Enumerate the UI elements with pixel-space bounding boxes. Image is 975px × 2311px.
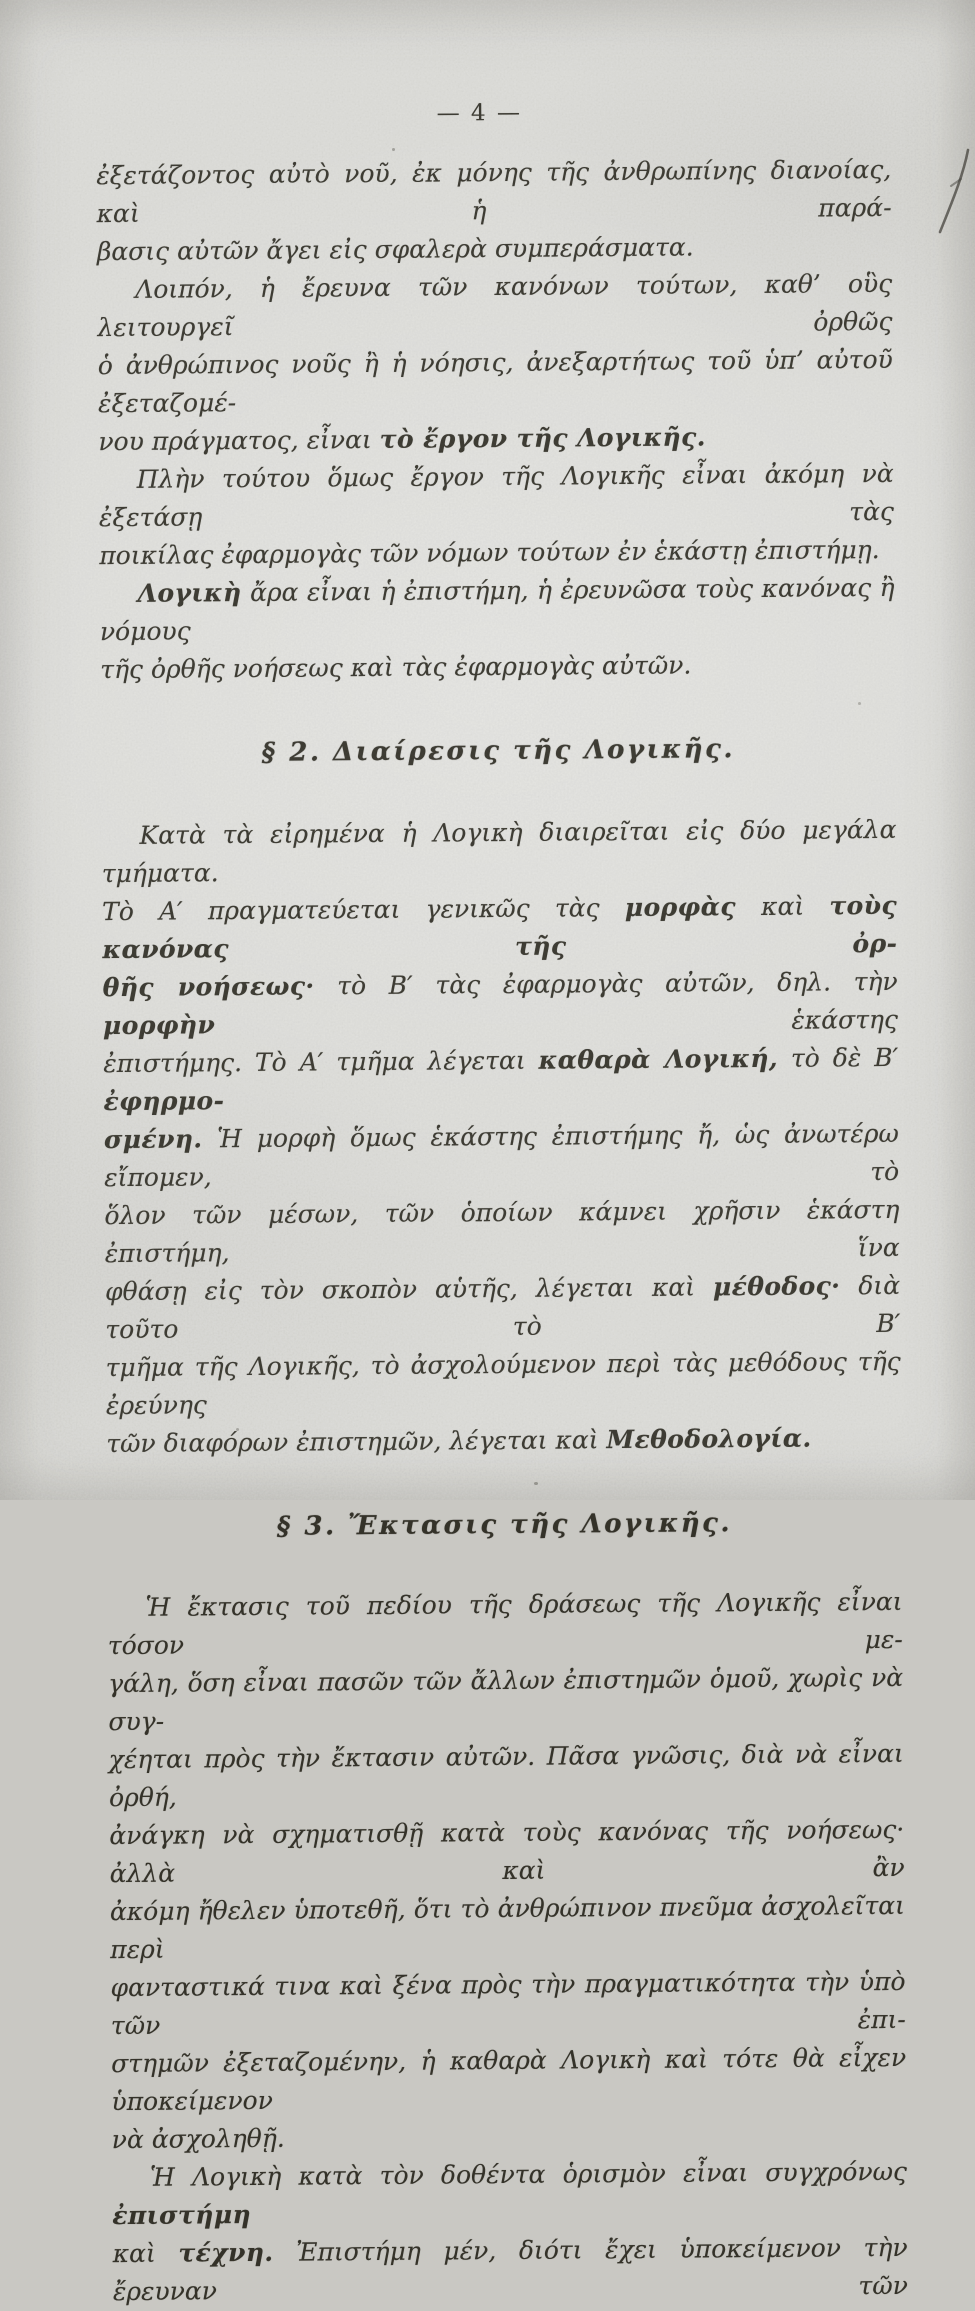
body-text: φθάσῃ εἰς τὸν σκοπὸν αὑτῆς, λέγεται καὶ bbox=[104, 1272, 714, 1307]
body-text: Πλὴν τούτου ὅμως ἔργον τῆς Λογικῆς εἶναι ἀκόμη νὰ ἐξετάσῃ τὰς bbox=[98, 458, 895, 533]
body-text: ἀνάγκη νὰ σχηματισθῇ κατὰ τοὺς κανόνας τῆς νοήσεως· ἀλλὰ καὶ ἂν bbox=[109, 1814, 905, 1889]
body-text: στημῶν ἐξεταζομένην, ἡ καθαρὰ Λογικὴ καὶ τότε θὰ εἶχεν ὑποκείμενον bbox=[111, 2042, 907, 2117]
paragraph bbox=[112, 2153, 908, 2311]
body-text: Ἡ Λογικὴ κατὰ τὸν δοθέντα ὁρισμὸν εἶναι συγχρόνως bbox=[149, 2156, 908, 2192]
ink-speck bbox=[534, 1482, 538, 1485]
body-text: καὶ bbox=[112, 2238, 179, 2269]
paragraph bbox=[99, 569, 895, 689]
emphasis-text: σμένη. bbox=[103, 1124, 203, 1155]
text-line bbox=[97, 265, 893, 347]
body-text: χέηται πρὸς τὴν ἔκτασιν αὐτῶν. Πᾶσα γνῶσις, διὰ νὰ εἶναι ὀρθή, bbox=[108, 1738, 904, 1813]
text-line bbox=[112, 2153, 908, 2235]
text-line bbox=[108, 1659, 904, 1741]
text-line bbox=[103, 1039, 899, 1121]
text-line bbox=[112, 2229, 908, 2311]
body-text: τῶν διαφόρων ἐπιστημῶν, λέγεται καὶ bbox=[106, 1425, 607, 1459]
body-text: Τὸ Α′ πραγματεύεται γενικῶς τὰς bbox=[101, 893, 625, 927]
text-line bbox=[107, 1583, 903, 1665]
text-line bbox=[103, 963, 899, 1045]
text-line bbox=[99, 569, 895, 651]
paragraph bbox=[96, 151, 892, 271]
text-line bbox=[111, 2039, 907, 2121]
body-text: Ἡ μορφὴ ὅμως ἑκάστης ἐπιστήμης ἤ, ὡς ἀνωτέρω εἴπομεν, τὸ bbox=[104, 1118, 900, 1193]
body-text: τὸ δὲ Β′ bbox=[777, 1042, 899, 1073]
text-line bbox=[104, 1115, 900, 1197]
body-text: νου πράγματος, εἶναι bbox=[98, 424, 380, 457]
text-line bbox=[99, 531, 894, 575]
text-line bbox=[109, 1735, 905, 1817]
text-line bbox=[98, 341, 894, 423]
body-text: τμῆμα τῆς Λογικῆς, τὸ ἀσχολούμενον περὶ τὰς μεθόδους τῆς ἐρεύνης bbox=[105, 1346, 901, 1421]
body-text: Ἐπιστήμη μέν, διότι ἔχει ὑποκείμενον τὴν ἔρευναν τῶν bbox=[112, 2232, 909, 2307]
text-line bbox=[102, 887, 898, 969]
page-text bbox=[95, 0, 908, 2311]
body-text: Λοιπόν, ἡ ἔρευνα τῶν κανόνων τούτων, καθ’ οὓς λειτουργεῖ ὀρθῶς bbox=[97, 268, 893, 343]
body-text: γάλη, ὅση εἶναι πασῶν τῶν ἄλλων ἐπιστημῶν ὁμοῦ, χωρὶς νὰ συγ- bbox=[108, 1662, 904, 1737]
page-number: — 4 — bbox=[436, 99, 523, 127]
text-line bbox=[112, 2115, 907, 2159]
text-line bbox=[106, 1343, 902, 1425]
emphasis-text: ἐπιστήμη bbox=[112, 2200, 252, 2231]
body-text: ἑκάστης bbox=[215, 1004, 899, 1040]
body-text: Κατὰ τὰ εἰρημένα ἡ Λογικὴ διαιρεῖται εἰς δύο μεγάλα τμήματα. bbox=[101, 814, 897, 889]
paragraph bbox=[97, 265, 893, 461]
section-heading: § 3. Ἔκτασις τῆς Λογικῆς. bbox=[276, 1508, 733, 1542]
emphasis-text: Λογικὴ bbox=[137, 578, 242, 608]
emphasis-text: τοὺς κανόνας τῆς ὀρ- bbox=[102, 890, 898, 965]
text-line bbox=[97, 227, 892, 271]
emphasis-text: καθαρὰ Λογική, bbox=[538, 1043, 779, 1075]
text-line bbox=[101, 811, 897, 893]
emphasis-text: μορφὴν bbox=[102, 1010, 216, 1041]
ink-speck bbox=[858, 702, 861, 705]
text-line bbox=[96, 151, 892, 233]
body-text: καὶ bbox=[735, 891, 830, 922]
body-text: ἐπιστήμης. Τὸ Α′ τμῆμα λέγεται bbox=[103, 1045, 539, 1079]
body-text: τῆς ὀρθῆς νοήσεως καὶ τὰς ἐφαρμογὰς αὐτῶν. bbox=[100, 650, 692, 685]
body-text: ἄρα εἶναι ἡ ἐπιστήμη, ἡ ἐρευνῶσα τοὺς κανόνας ἢ νόμους bbox=[99, 572, 895, 647]
emphasis-text: μέθοδος· bbox=[712, 1271, 841, 1302]
body-text: βασις αὐτῶν ἄγει εἰς σφαλερὰ συμπεράσματα. bbox=[96, 232, 694, 267]
emphasis-text: Μεθοδολογία. bbox=[606, 1423, 812, 1455]
body-text: ἀκόμη ἤθελεν ὑποτεθῆ, ὅτι τὸ ἀνθρώπινον πνεῦμα ἀσχολεῖται περὶ bbox=[109, 1890, 906, 1965]
text-line bbox=[98, 417, 893, 461]
emphasis-text: ἐφηρμο- bbox=[103, 1086, 225, 1117]
ink-speck bbox=[236, 1428, 239, 1431]
body-text: ὅλον τῶν μέσων, τῶν ὁποίων κάμνει χρῆσιν ἑκάστη ἐπιστήμη, ἵνα bbox=[104, 1194, 900, 1269]
emphasis-text: θῆς νοήσεως· bbox=[102, 971, 315, 1003]
paragraph bbox=[107, 1583, 906, 2159]
body-text: τὸ Β′ τὰς ἐφαρμογὰς αὐτῶν, δηλ. τὴν bbox=[314, 966, 898, 1001]
text-line bbox=[110, 1887, 906, 1969]
section-heading: § 2. Διαίρεσις τῆς Λογικῆς. bbox=[261, 734, 736, 768]
body-text: διὰ τοῦτο τὸ Β′ bbox=[105, 1270, 901, 1345]
text-line bbox=[106, 1419, 901, 1463]
paragraph bbox=[99, 455, 895, 575]
ink-speck bbox=[392, 148, 395, 151]
body-text: νὰ ἀσχοληθῇ. bbox=[111, 2123, 285, 2155]
text-line bbox=[99, 455, 895, 537]
text-line bbox=[104, 1191, 900, 1273]
emphasis-text: μορφὰς bbox=[624, 892, 737, 923]
body-text: ὁ ἀνθρώπινος νοῦς ἢ ἡ νόησις, ἀνεξαρτήτως τοῦ ὑπ’ αὐτοῦ ἐξεταζομέ- bbox=[97, 344, 893, 419]
text-line bbox=[110, 1963, 906, 2045]
body-text: ἐξετάζοντος αὐτὸ νοῦ, ἐκ μόνης τῆς ἀνθρωπίνης διανοίας, καὶ ἡ παρά- bbox=[96, 154, 892, 229]
emphasis-text: τὸ ἔργον τῆς Λογικῆς. bbox=[379, 422, 706, 454]
text-line bbox=[105, 1267, 901, 1349]
body-text: φανταστικά τινα καὶ ξένα πρὸς τὴν πραγματικότητα τὴν ὑπὸ τῶν ἐπι- bbox=[110, 1966, 906, 2041]
text-line bbox=[109, 1811, 905, 1893]
body-text: Ἡ ἔκτασις τοῦ πεδίου τῆς δράσεως τῆς Λογικῆς εἶναι τόσον με- bbox=[107, 1586, 903, 1661]
paragraph bbox=[101, 811, 901, 1463]
emphasis-text: τέχνη. bbox=[178, 2237, 274, 2268]
body-text: ποικίλας ἐφαρμογὰς τῶν νόμων τούτων ἐν ἑκάστῃ ἐπιστήμῃ. bbox=[99, 535, 880, 571]
text-line bbox=[100, 645, 895, 689]
